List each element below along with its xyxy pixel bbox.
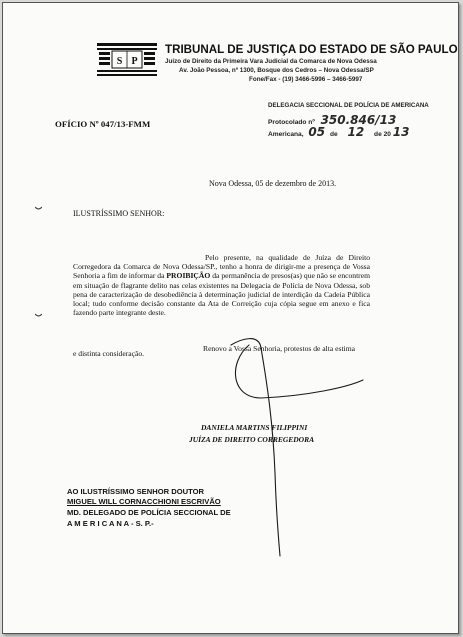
logo-letter-s: S: [116, 56, 123, 67]
addressee-city: A M E R I C A N A - S. P.-: [67, 519, 154, 528]
stamp-protocol-value: 350.846/13: [320, 113, 397, 127]
punch-hole-mark-icon: [35, 206, 42, 211]
stamp-date-row: [268, 125, 409, 139]
punch-hole-mark-icon: [35, 313, 42, 318]
court-phone: Fone/Fax - (19) 3466-5996 – 3466-5997: [249, 76, 363, 83]
oficio-reference: OFÍCIO Nº 047/13-FMM: [55, 119, 151, 129]
body-text-bold: PROIBIÇÃO: [166, 271, 211, 281]
signatory-name: DANIELA MARTINS FILIPPINI: [201, 423, 308, 432]
handwritten-signature: [3, 3, 458, 633]
signatory-role: JUÍZA DE DIREITO CORREGEDORA: [189, 435, 315, 444]
stamp-title: DELEGACIA SECCIONAL DE POLÍCIA DE AMERICANA: [268, 102, 429, 109]
stamp-de-2: de 20: [374, 131, 391, 138]
body-text-before: Pelo presente, na qualidade de Juíza de Direito Corregedora da Comarca de Nova Odessa/SP., tenho a honra de dirigir-me a presença de Vossa Senhoria a fim de informar da: [73, 253, 370, 281]
stamp-protocol-label: Protocolado nº: [268, 119, 315, 126]
closing-line-1: Renovo a Vossa Senhoria, protestos de alta estima: [203, 344, 355, 353]
closing-line-2: e distinta consideração.: [73, 349, 145, 358]
document-page: [2, 2, 459, 634]
salutation: ILUSTRÍSSIMO SENHOR:: [73, 209, 165, 218]
addressee-title: MD. DELEGADO DE POLÍCIA SECCIONAL DE: [67, 508, 231, 517]
date-line: Nova Odessa, 05 de dezembro de 2013.: [209, 179, 337, 188]
stamp-year: 13: [392, 125, 410, 139]
logo-letter-p: P: [131, 56, 138, 67]
stamp-city: Americana,: [268, 131, 304, 138]
body-text-after: da permanência de presos(as) que não se encontrem em situação de flagrante delito nas celas existentes na Delegacia de Polícia de Nova Odessa, sob pena de caracterização de desobediência à determinação judicial de interdição da Cadeia Pública local; tudo conforme decisão constante da Ata de Correição cuja cópia segue em anexo e fica fazendo parte integrante deste.: [73, 271, 370, 318]
sao-paulo-coat-of-arms-icon: [97, 43, 157, 77]
stamp-day: 05: [308, 125, 326, 139]
body-paragraph: [73, 253, 370, 317]
court-division: Juízo de Direito da Primeira Vara Judicial da Comarca de Nova Odessa: [165, 58, 377, 65]
court-address: Av. João Pessoa, nº 1300, Bosque dos Cedros – Nova Odessa/SP: [179, 67, 374, 74]
addressee-line-1: AO ILUSTRÍSSIMO SENHOR DOUTOR: [67, 487, 204, 496]
court-title: TRIBUNAL DE JUSTIÇA DO ESTADO DE SÃO PAULO: [165, 43, 458, 56]
stamp-month: 12: [347, 125, 365, 139]
stamp-de-1: de: [329, 131, 338, 138]
addressee-name: MIGUEL WILL CORNACCHIONI ESCRIVÃO: [67, 497, 221, 506]
